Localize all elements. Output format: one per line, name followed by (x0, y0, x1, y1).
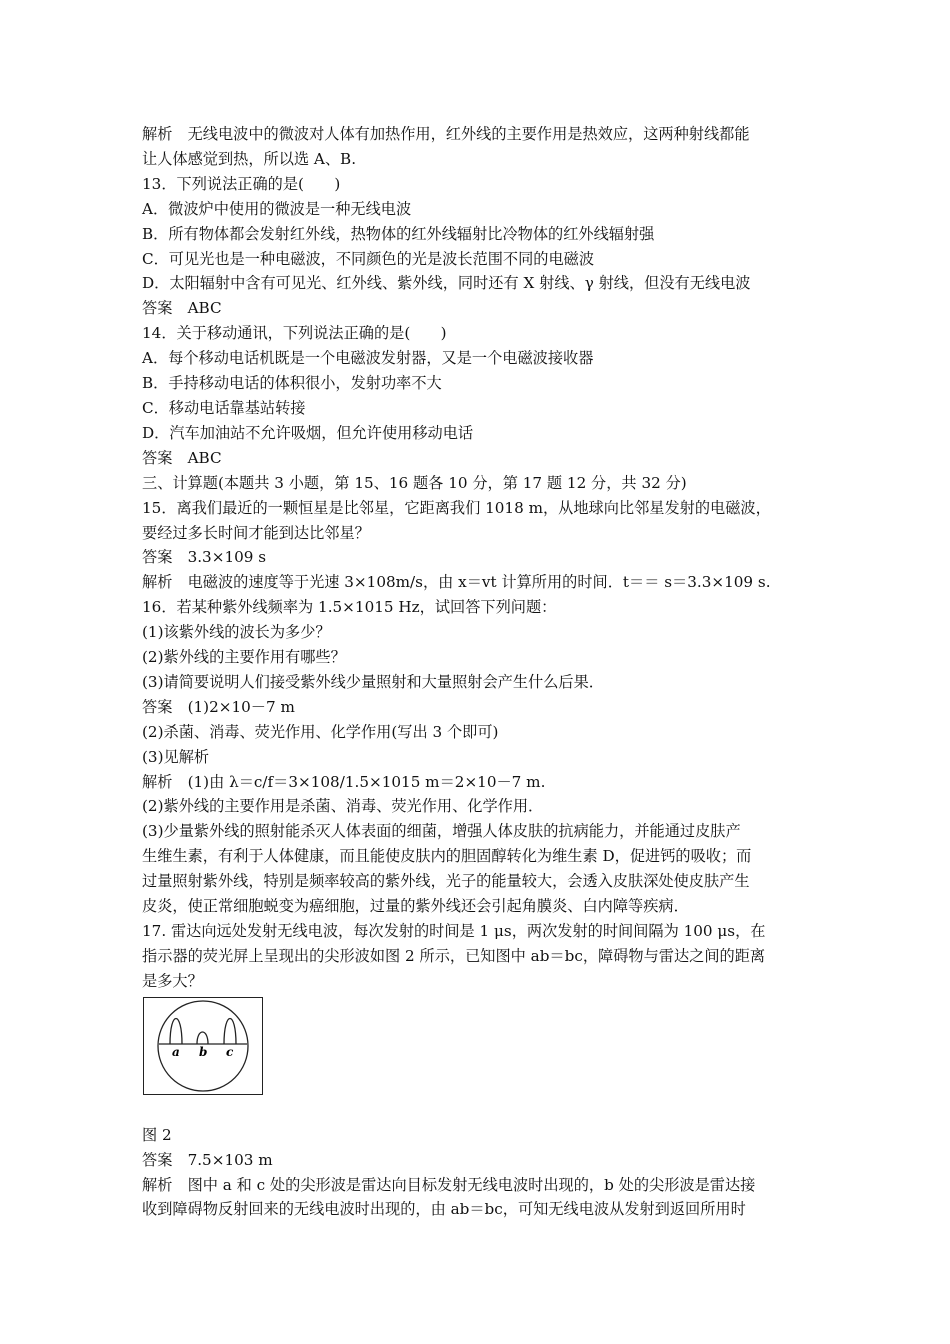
text-line: 16．若某种紫外线频率为 1.5×1015 Hz，试回答下列问题： (142, 598, 557, 617)
pulse-b (197, 1032, 208, 1044)
document-page (142, 122, 822, 1222)
text-line: A．微波炉中使用的微波是一种无线电波 (142, 199, 412, 218)
label-c: c (226, 1044, 234, 1059)
text-line: 答案 3.3×109 s (142, 548, 267, 567)
radar-screen-diagram (144, 998, 262, 1094)
radar-screen-figure (143, 997, 263, 1095)
label-a: a (172, 1044, 180, 1059)
text-line: B．所有物体都会发射红外线，热物体的红外线辐射比冷物体的红外线辐射强 (142, 224, 655, 243)
text-line: 解析 电磁波的速度等于光速 3×108m/s，由 x＝vt 计算所用的时间．t＝＝ s＝3.3×109 s. (142, 573, 771, 592)
text-line: 13．下列说法正确的是( ) (142, 174, 341, 193)
label-b: b (199, 1044, 208, 1059)
text-line: D．汽车加油站不允许吸烟，但允许使用移动电话 (142, 423, 474, 442)
text-line: D．太阳辐射中含有可见光、红外线、紫外线，同时还有 X 射线、γ 射线，但没有无线电波 (142, 274, 751, 293)
text-line: 指示器的荧光屏上呈现出的尖形波如图 2 所示，已知图中 ab＝bc，障碍物与雷达之间的距离 (142, 946, 766, 965)
text-line: 是多大？ (142, 971, 203, 990)
text-line: (3)请简要说明人们接受紫外线少量照射和大量照射会产生什么后果． (142, 672, 604, 691)
text-line: 三、计算题(本题共 3 小题，第 15、16 题各 10 分，第 17 题 12 分，共 32 分) (142, 473, 687, 492)
text-line: 答案 ABC (142, 448, 222, 467)
text-line: 解析 图中 a 和 c 处的尖形波是雷达向目标发射无线电波时出现的，b 处的尖形波是雷达接 (142, 1175, 756, 1194)
text-line: 答案 (1)2×10－7 m (142, 697, 295, 716)
text-line: (3)见解析 (142, 747, 210, 766)
text-line: 解析 无线电波中的微波对人体有加热作用，红外线的主要作用是热效应，这两种射线都能 (142, 125, 750, 143)
text-line: 15．离我们最近的一颗恒星是比邻星，它距离我们 1018 m，从地球向比邻星发射的电磁波， (142, 498, 771, 517)
pulse-c (224, 1018, 236, 1044)
text-line: 要经过多长时间才能到达比邻星？ (142, 523, 370, 542)
text-line: 解析 (1)由 λ＝c/f＝3×108/1.5×1015 m＝2×10－7 m. (142, 772, 546, 791)
text-line: 皮炎，使正常细胞蜕变为癌细胞，过量的紫外线还会引起角膜炎、白内障等疾病． (142, 897, 689, 916)
text-line: 收到障碍物反射回来的无线电波时出现的，由 ab＝bc，可知无线电波从发射到返回所用时 (142, 1200, 746, 1219)
figure-caption: 图 2 (142, 1125, 172, 1144)
text-line: (3)少量紫外线的照射能杀灭人体表面的细菌，增强人体皮肤的抗病能力，并能通过皮肤产 (142, 822, 741, 841)
text-line: (2)杀菌、消毒、荧光作用、化学作用(写出 3 个即可) (142, 722, 499, 741)
text-line: (1)该紫外线的波长为多少？ (142, 623, 331, 642)
text-line: 让人体感觉到热，所以选 A、B. (142, 149, 357, 168)
text-line: C．移动电话靠基站转接 (142, 398, 306, 417)
text-line: A．每个移动电话机既是一个电磁波发射器，又是一个电磁波接收器 (142, 349, 594, 368)
text-line: 生维生素，有利于人体健康，而且能使皮肤内的胆固醇转化为维生素 D，促进钙的吸收；而 (142, 847, 752, 866)
text-line: 答案 7.5×103 m (142, 1150, 273, 1169)
text-line: (2)紫外线的主要作用有哪些？ (142, 648, 346, 667)
text-line: C．可见光也是一种电磁波，不同颜色的光是波长范围不同的电磁波 (142, 249, 595, 268)
text-line: B．手持移动电话的体积很小，发射功率不大 (142, 374, 442, 393)
text-line: 14．关于移动通讯，下列说法正确的是( ) (142, 324, 447, 343)
text-block-bottom (142, 1148, 822, 1223)
text-line: 过量照射紫外线，特别是频率较高的紫外线，光子的能量较大，会透入皮肤深处使皮肤产生 (142, 872, 750, 891)
text-line: 17. 雷达向远处发射无线电波，每次发射的时间是 1 μs，两次发射的时间间隔为 100 μs，在 (142, 922, 766, 940)
text-line: 答案 ABC (142, 299, 222, 318)
pulse-a (170, 1018, 182, 1044)
text-line: (2)紫外线的主要作用是杀菌、消毒、荧光作用、化学作用． (142, 797, 544, 816)
text-block-top (142, 122, 822, 994)
